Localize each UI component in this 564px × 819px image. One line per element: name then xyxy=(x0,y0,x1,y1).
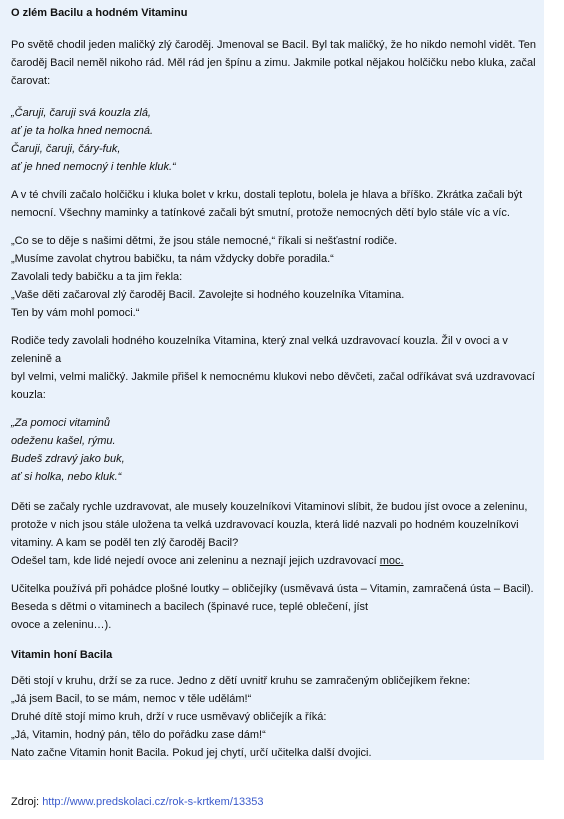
paragraph-illness xyxy=(11,186,543,222)
text-line: Ten by vám mohl pomoci.“ xyxy=(11,307,140,319)
text-line: Děti se začaly rychle uzdravovat, ale musely kouzelníkovi Vitaminovi slíbit, že budou jíst ovoce a zeleninu, xyxy=(11,501,528,513)
text-line: A v té chvíli začalo holčičku i kluka bolet v krku, dostali teplotu, bolela je hlava a bříško. Zkrátka začali být xyxy=(11,189,523,201)
paragraph-recovery xyxy=(11,498,543,570)
text-line: „Já jsem Bacil, to se mám, nemoc v těle udělám!“ xyxy=(11,693,252,705)
source-label: Zdroj: xyxy=(11,796,43,808)
text-line: protože v nich jsou stále uložena ta velká uzdravovací kouzla, která lidé nazvali po hodném kouzelníkovi xyxy=(11,519,519,531)
text-line: byl velmi, velmi maličký. Jakmile přišel k nemocnému klukovi nebo děvčeti, začal odříkávat svá uzdravovací xyxy=(11,371,535,383)
text-line: „Co se to děje s našimi dětmi, že jsou stále nemocné,“ říkali si nešťastní rodiče. xyxy=(11,235,398,247)
paragraph-teacher xyxy=(11,580,543,634)
source-link[interactable]: http://www.predskolaci.cz/rok-s-krtkem/13353 xyxy=(42,796,264,808)
paragraph-vitamin xyxy=(11,332,543,404)
text-line: Děti stojí v kruhu, drží se za ruce. Jedno z dětí uvnitř kruhu se zamračeným obličejíkem řekne: xyxy=(11,675,471,687)
text-line: kouzla: xyxy=(11,389,46,401)
story-title: O zlém Bacilu a hodném Vitaminu xyxy=(11,7,188,19)
verse-vitamin xyxy=(11,414,543,486)
text-line: Nato začne Vitamin honit Bacila. Pokud jej chytí, určí učitelka další dvojici. xyxy=(11,747,372,759)
text-span: Odešel tam, kde lidé nejedí ovoce ani zeleninu a neznají jejich uzdravovací xyxy=(11,555,380,567)
paragraph-parents xyxy=(11,232,543,322)
underlined-word: moc. xyxy=(379,555,404,567)
text-line: Druhé dítě stojí mimo kruh, drží v ruce usměvavý obličejík a říká: xyxy=(11,711,327,723)
document-content xyxy=(11,4,543,762)
text-line xyxy=(11,552,543,570)
verse-line: ať je hned nemocný i tenhle kluk.“ xyxy=(11,161,176,173)
text-line: „Vaše děti začaroval zlý čaroděj Bacil. Zavolejte si hodného kouzelníka Vitamina. xyxy=(11,289,405,301)
verse-line: ať si holka, nebo kluk.“ xyxy=(11,471,122,483)
game-title: Vitamin honí Bacila xyxy=(11,649,113,661)
text-line: Beseda s dětmi o vitaminech a bacilech (špinavé ruce, teplé oblečení, jíst xyxy=(11,601,369,613)
source-line xyxy=(11,794,264,810)
verse-line: odeženu kašel, rýmu. xyxy=(11,435,116,447)
intro-paragraph xyxy=(11,36,543,90)
verse-line: „Za pomoci vitaminů xyxy=(11,417,111,429)
text-line: „Já, Vitamin, hodný pán, tělo do pořádku zase dám!“ xyxy=(11,729,266,741)
text-line: čarovat: xyxy=(11,75,51,87)
text-line: Zavolali tedy babičku a ta jim řekla: xyxy=(11,271,183,283)
text-line: „Musíme zavolat chytrou babičku, ta nám vždycky dobře poradila.“ xyxy=(11,253,334,265)
text-line: ovoce a zeleninu…). xyxy=(11,619,112,631)
verse-line: „Čaruji, čaruji svá kouzla zlá, xyxy=(11,107,151,119)
verse-line: Budeš zdravý jako buk, xyxy=(11,453,125,465)
verse-line: ať je ta holka hned nemocná. xyxy=(11,125,154,137)
text-line: vitaminy. A kam se poděl ten zlý čaroděj Bacil? xyxy=(11,537,239,549)
game-description xyxy=(11,672,543,762)
text-line: čaroděj Bacil neměl nikoho rád. Měl rád jen špínu a zimu. Jakmile potkal nějakou holčičku nebo kluka, začal xyxy=(11,57,536,69)
verse-line: Čaruji, čaruji, čáry-fuk, xyxy=(11,143,121,155)
text-line: Po světě chodil jeden maličký zlý čaroděj. Jmenoval se Bacil. Byl tak maličký, že ho nikdo nemohl vidět. Ten xyxy=(11,39,536,51)
text-line: Učitelka používá při pohádce plošné loutky – obličejíky (usměvavá ústa – Vitamin, zamračená ústa – Bacil). xyxy=(11,583,534,595)
verse-bacil xyxy=(11,104,543,176)
text-line: Rodiče tedy zavolali hodného kouzelníka Vitamina, který znal velká uzdravovací kouzla. Žil v ovoci a v zelenině a xyxy=(11,335,508,365)
text-line: nemocní. Všechny maminky a tatínkové začali být smutní, protože nemocných dětí bylo stále víc a víc. xyxy=(11,207,510,219)
